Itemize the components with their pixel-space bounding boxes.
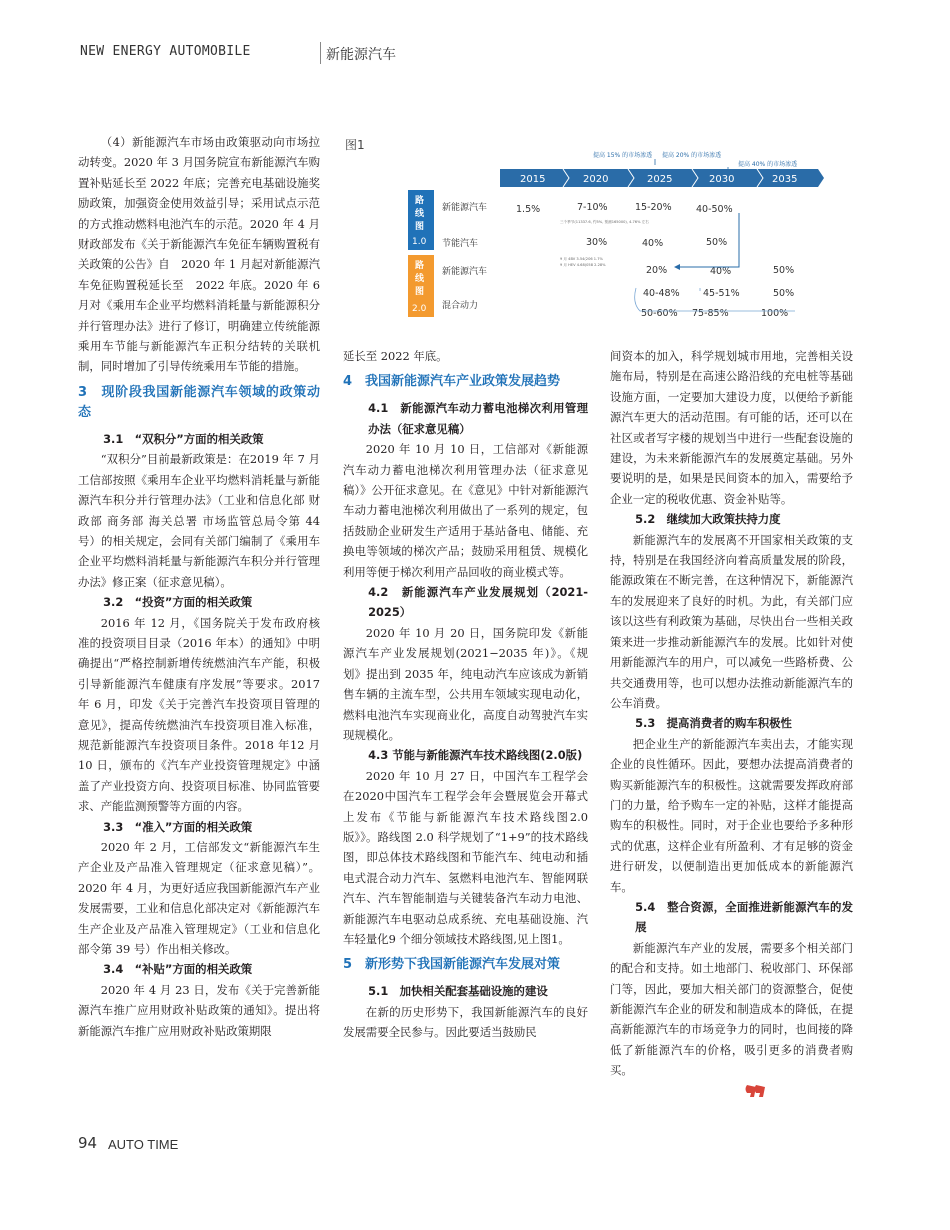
svg-text:50%: 50% — [706, 237, 728, 248]
paragraph: 2020 年 4 月 23 日，发布《关于完善新能源汽车推广应用财政补贴政策的通知》。提出将新能源汽车推广应用财政补贴政策期限 — [78, 982, 320, 1038]
subsection-5-1: 5.1 加快相关配套基础设施的建设 — [368, 984, 548, 999]
subsection-4-1: 4.1 新能源汽车动力蓄电池梯次利用管理办法（征求意见稿） — [368, 401, 588, 436]
svg-text:2.0: 2.0 — [412, 304, 427, 314]
year-2035: 2035 — [772, 174, 798, 185]
subsection-3-1: 3.1 “双积分”方面的相关政策 — [103, 431, 264, 446]
svg-text:7-10%: 7-10% — [577, 202, 608, 213]
paragraph: 把企业生产的新能源汽车卖出去，才能实现企业的良性循环。因此，要想办法提高消费者的购买新能源汽车的积极性。这就需要发挥政府部门的力量，给予购车一定的补贴，这样才能提高购车的积极性。同时，对于企业也要给予多种形式的优惠，这样企业有所盈利、才有足够的资金进行研发，以便制造出更加低成本的新能源汽车。 — [610, 736, 853, 894]
subsection-3-4: 3.4 “补贴”方面的相关政策 — [103, 962, 253, 977]
section-heading-5: 5 新形势下我国新能源汽车发展对策 — [343, 957, 561, 973]
svg-text:30%: 30% — [586, 237, 608, 248]
svg-text:线: 线 — [415, 209, 425, 219]
magazine-name: AUTO TIME — [108, 1137, 179, 1152]
paragraph: 延长至 2022 年底。 — [343, 349, 448, 363]
row-label-nev2: 新能源汽车 — [442, 267, 488, 277]
svg-text:40%: 40% — [710, 266, 732, 277]
svg-text:45-51%: 45-51% — [703, 288, 740, 299]
subsection-3-3: 3.3 “准入”方面的相关政策 — [103, 819, 253, 834]
svg-text:1.0: 1.0 — [412, 237, 427, 247]
paragraph: 2016 年 12 月，《国务院关于发布政府核准的投资项目目录（2016 年本）的通知》中明确提出“严格控制新增传统燃油汽车产能，积极引导新能源汽车健康有序发展”等要求。2017 年 6 月，印发《关于完善汽车投资项目管理的意见》，提高传统燃油汽车投资项目准入标准，规范新能源汽车投资项目条件。2018 年12 月10 日，颁布的《汽车产业投资管理规定》中涵盖了产业投资方向、投资项目标准、协同监管要求、产能监测预警等方面的内容。 — [78, 615, 320, 814]
annotation-15: 提高 15% 的市场渗透 — [593, 152, 653, 159]
page-number: 94 — [78, 1134, 98, 1152]
year-2015: 2015 — [520, 174, 546, 185]
paragraph: （4）新能源汽车市场由政策驱动向市场拉动转变。2020 年 3 月国务院宣布新能源汽车购置补贴延长至 2022 年底；完善充电基础设施奖励政策，加强资金使用效益引导；采用试点示范的方式推动燃料电池汽车的示范。2020 年 4 月财政部发布《关于新能源汽车免征车辆购置税有关政策的公告》自 2020 年 1 月起对新能源汽车免征购置税延长至 2022 年底。2020 年 6 月对《乘用车企业平均燃料消耗量与新能源积分并行管理办法》进行了修订，明确建立传统能源乘用车节能与新能源汽车正积分结转的关联机制，同时增加了引导传统乘用车节能的措施。 — [78, 135, 320, 374]
subsection-3-2: 3.2 “投资”方面的相关政策 — [103, 595, 253, 610]
roadmap-figure — [400, 145, 830, 323]
svg-text:40%: 40% — [642, 238, 664, 249]
paragraph: 新能源汽车产业的发展，需要多个相关部门的配合和支持。如土地部门、税收部门、环保部门等，因此，要加大相关部门的资源整合，促使新能源汽车企业的研发和制造成本的降低，在提高新能源汽车的市场竞争力的同时，也间接的降低了新能源汽车的价格，吸引更多的消费者购买。 — [610, 940, 853, 1078]
header-section-title: 新能源汽车 — [326, 47, 396, 63]
year-2020: 2020 — [583, 174, 609, 185]
svg-text:图: 图 — [415, 287, 425, 297]
year-2025: 2025 — [647, 174, 673, 185]
end-mark-icon — [743, 1083, 765, 1099]
column-2 — [343, 346, 588, 1043]
row-label-energy-saving: 节能汽车 — [442, 239, 479, 249]
row-label-nev1: 新能源汽车 — [442, 203, 488, 213]
svg-text:50-60%: 50-60% — [641, 308, 678, 319]
svg-text:20%: 20% — [646, 265, 668, 276]
paragraph: 在新的历史形势下，我国新能源汽车的良好发展需要全民参与。因此要适当鼓励民 — [343, 1004, 588, 1040]
svg-text:三个季节(11337.6, 约5%, 预测165000),: 三个季节(11337.6, 约5%, 预测165000), 4.76% 左右 — [560, 220, 649, 224]
svg-text:1.5%: 1.5% — [516, 204, 541, 215]
svg-text:图: 图 — [415, 222, 425, 232]
subsection-5-3: 5.3 提高消费者的购车积极性 — [635, 716, 792, 731]
paragraph: 2020 年 10 月 27 日，中国汽车工程学会在2020中国汽车工程学会年会暨展览会开幕式上发布《节能与新能源汽车技术路线图2.0版》》。路线图 2.0 科学规划了“1+9”的技术路线图，即总体技术路线图和节能汽车、纯电动和插电式混合动力汽车、氢燃料电池汽车、智能网联汽车、汽车智能制造与关键装备汽车动力电池、新能源汽车电驱动总成系统、充电基础设施、汽车轻量化9 个细分领域技术路线图,见上图1。 — [343, 768, 588, 946]
svg-text:40-50%: 40-50% — [696, 204, 733, 215]
annotation-20: 提高 20% 的市场渗透 — [662, 152, 722, 159]
section-heading-4: 4 我国新能源汽车产业政策发展趋势 — [343, 374, 561, 390]
svg-text:75-85%: 75-85% — [692, 308, 729, 319]
svg-text:9 月 4BV 3.54(206 1.7%: 9 月 4BV 3.54(206 1.7% — [560, 257, 603, 261]
svg-text:9 月 HEV 4.68(058 2.28%: 9 月 HEV 4.68(058 2.28% — [560, 263, 606, 267]
figure-label: 图1 — [345, 138, 365, 152]
paragraph: 新能源汽车的发展离不开国家相关政策的支持，特别是在我国经济向着高质量发展的阶段，能源政策在不断完善，在这种情况下，新能源汽车的发展迎来了良好的时机。为此，有关部门应该以这些有利政策为基础，尽快出台一些相关政策来进一步推动新能源汽车的发展。比如针对使用新能源汽车的用户，可以减免一些路桥费、公共交通费用等，也可以想办法推动新能源汽车的公车消费。 — [610, 532, 853, 710]
header-divider — [320, 42, 321, 64]
paragraph: 间资本的加入，科学规划城市用地，完善相关设施布局，特别是在高速公路沿线的充电桩等基础设施方面，一定要加大建设力度，以便给予新能源汽车更大的活动范围。有可能的话，还可以在社区或者写字楼的规划当中进行一些配套设施的建设，为未来新能源汽车的发展奠定基础。另外要说明的是，如果是民间资本的加入，需要给予企业一定的税收优惠、资金补贴等。 — [610, 349, 853, 506]
column-3 — [610, 346, 853, 1081]
annotation-40: 提高 40% 的市场渗透 — [738, 161, 798, 168]
subsection-4-2: 4.2 新能源汽车产业发展规划（2021-2025） — [368, 585, 588, 620]
subsection-5-4: 5.4 整合资源，全面推进新能源汽车的发展 — [635, 899, 853, 935]
svg-text:路: 路 — [415, 261, 425, 271]
svg-text:40-48%: 40-48% — [643, 288, 680, 299]
column-1 — [78, 132, 320, 1041]
svg-text:50%: 50% — [773, 288, 795, 299]
row-label-hybrid: 混合动力 — [442, 301, 479, 311]
section-heading-3: 3 现阶段我国新能源汽车领域的政策动态 — [78, 384, 320, 420]
header-magazine-en: NEW ENERGY AUTOMOBILE — [80, 44, 251, 59]
subsection-5-2: 5.2 继续加大政策扶持力度 — [635, 512, 781, 527]
paragraph: 2020 年 10 月 20 日，国务院印发《新能源汽车产业发展规划(2021−2035 年)》。《规划》提出到 2035 年，纯电动汽车应该成为新销售车辆的主流车型，公共用车领域实现电动化，燃料电池汽车实现商业化，高度自动驾驶汽车实现规模化。 — [343, 625, 588, 742]
svg-text:路: 路 — [415, 196, 425, 206]
svg-text:50%: 50% — [773, 265, 795, 276]
paragraph: 2020 年 2 月，工信部发文“新能源汽车生产企业及产品准入管理规定（征求意见稿）”。2020 年 4 月，为更好适应我国新能源汽车产业发展需要，工业和信息化部决定对《新能源汽车生产企业及产品准入管理规定》（工业和信息化部令第 39 号）作出相关修改。 — [78, 840, 320, 957]
subsection-4-3: 4.3 节能与新能源汽车技术路线图(2.0版) — [368, 748, 583, 763]
svg-text:线: 线 — [415, 274, 425, 284]
svg-text:15-20%: 15-20% — [635, 202, 672, 213]
svg-text:100%: 100% — [761, 308, 789, 319]
paragraph: “双积分”目前最新政策是：在2019 年 7 月工信部按照《乘用车企业平均燃料消耗量与新能源汽车积分并行管理办法》（工业和信息化部 财政部 商务部 海关总署 市场监管总局令第 44 号）的相关规定，会同有关部门编制了《乘用车企业平均燃料消耗量与新能源汽车积分并行管理办法》修正案（征求意见稿）。 — [78, 452, 320, 589]
year-2030: 2030 — [709, 174, 735, 185]
paragraph: 2020 年 10 月 10 日，工信部对《新能源汽车动力蓄电池梯次利用管理办法（征求意见稿）》公开征求意见。在《意见》中针对新能源汽车动力蓄电池梯次利用做出了一系列的规定，包括鼓励企业研发生产适用于基站备电、储能、充换电等领域的梯次产品；鼓励采用租赁、规模化利用等便于梯次利用产品回收的商业模式等。 — [343, 442, 588, 579]
